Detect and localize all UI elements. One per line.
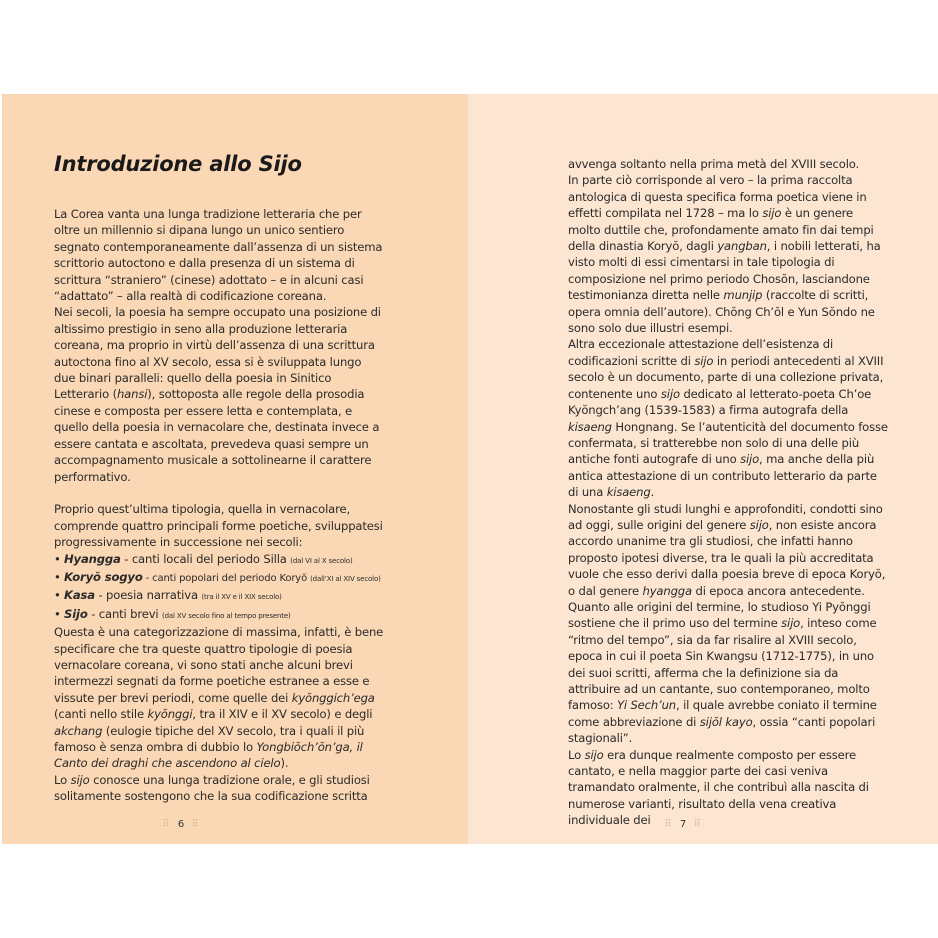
list-note: (tra il XV e il XIX secolo) (201, 593, 282, 602)
text: conosce una lunga tradizione orale, e gli studiosi solitamente sostengono che la sua codificazione scritta (54, 772, 370, 804)
term: kisaeng (568, 419, 612, 434)
text: (canti nello stile (54, 707, 148, 722)
right-page (468, 94, 938, 844)
list-desc: - canti brevi (87, 606, 163, 621)
text: (eulogie tipiche del XV secolo, tra i quali il più famoso è senza ombra di dubbio lo (54, 723, 365, 754)
text: Altra eccezionale attestazione dell’esistenza di codificazioni scritte di (568, 337, 834, 368)
list-term: Sijo (64, 606, 88, 621)
list-item (54, 551, 384, 569)
paragraph (568, 172, 888, 336)
paragraph (568, 501, 888, 599)
text: è un genere molto duttile che, profondamente amato fin dai tempi della dinastia Koryŏ, dagli (568, 206, 874, 254)
text: La Corea vanta una lunga tradizione letteraria che per oltre un millennio si dipana lungo un unico sentiero segnato contemporaneamente dall’assenza di un sistema scrittorio autoctono e dalla presenza di un sistema di scrittura “straniero” (cinese) adottato – e in alcuni casi “adattato” – alla realtà di codificazione coreana. (54, 207, 383, 304)
text: . (650, 485, 655, 500)
list-desc: - canti popolari del periodo Koryŏ (142, 572, 311, 584)
text: Lo (54, 772, 71, 787)
text: dedicato al letterato-poeta Ch’oe Kyŏngch’ang (1539-1583) a firma autografa della (568, 386, 872, 418)
text: , ma anche della più antica attestazione di un contributo letterario da parte di una (568, 452, 877, 500)
ornament-icon: ⠿ (191, 819, 200, 830)
left-page-body (54, 206, 384, 805)
text: Questa è una categorizzazione di massima, infatti, è bene specificare che tra queste quattro tipologie di poesia vernacolare coreana, vi sono stati anche alcuni brevi intermezzi segnati da forme poetiche estranee a esse e vissute per brevi periodi, come quelle dei (54, 625, 384, 705)
text: avvenga soltanto nella prima metà del XVIII secolo. (568, 157, 860, 171)
text: , non esiste ancora accordo unanime tra gli studiosi, che infatti hanno proposto ipotesi diverse, tra le quali la più accreditata vuole che esso derivi dalla poesia breve di epoca Koryŏ, o dal genere (568, 517, 886, 598)
paragraph (568, 747, 888, 829)
paragraph (568, 336, 888, 500)
term: kisaeng (606, 485, 651, 500)
term: kyŏnggi (147, 707, 193, 722)
text: di epoca ancora antecedente. (691, 583, 865, 598)
text: ). (280, 756, 289, 771)
book-spread (2, 94, 938, 844)
term: hyangga (642, 583, 692, 598)
paragraph (54, 772, 384, 805)
list-item (54, 587, 384, 605)
text: Nonostante gli studi lunghi e approfonditi, condotti sino ad oggi, sulle origini del genere (568, 501, 883, 532)
text: Proprio quest’ultima tipologia, quella in vernacolare, comprende quattro principali forme poetiche, sviluppatesi progressivamente in successione nei secoli: (54, 502, 383, 550)
paragraph (54, 206, 384, 304)
text: In parte ciò corrisponde al vero – la prima raccolta antologica di questa specifica forma poetica viene in effetti compilata nel 1728 – ma lo (568, 173, 867, 221)
text: Quanto alle origini del termine, lo studioso Yi Pyŏnggi sostiene che il primo uso del termine (568, 599, 871, 631)
term: sijo (660, 386, 680, 401)
term: hansi (116, 387, 148, 402)
text: in periodi antecedenti al XVIII secolo è un documento, parte di una collezione privata, contenente uno (568, 353, 884, 401)
term: sijo (70, 772, 90, 787)
paragraph (568, 599, 888, 747)
paragraph (54, 304, 384, 484)
text: Nei secoli, la poesia ha sempre occupato una posizione di altissimo prestigio in seno alla produzione letteraria coreana, ma proprio in virtù dell’assenza di una scrittura autoctona fino al XV secolo, essa si è sviluppata lungo due binari paralleli: quello della poesia in Sinitico Letterario ( (54, 305, 381, 402)
list-term: Koryŏ sogyo (64, 569, 143, 584)
term: Yongbiŏch’ŏn’ga, il Canto dei draghi che ascendono al cielo (54, 739, 363, 771)
paragraph (54, 501, 384, 550)
term: Yi Sech’un (617, 698, 676, 713)
page-number (0, 819, 414, 830)
term: kyŏnggich’ega (291, 690, 375, 705)
term: yangban (717, 239, 767, 254)
ornament-icon: ⠿ (162, 819, 171, 830)
term: munjip (723, 288, 763, 303)
page-number-value: 6 (177, 819, 185, 830)
right-page-body (568, 156, 888, 829)
text: Hongnang. Se l’autenticità del documento fosse confermata, si tratterebbe non solo di una delle più antiche fonti autografe di uno (568, 419, 888, 467)
list-item (54, 569, 384, 587)
list-note: (dal XV secolo fino al tempo presente) (162, 611, 291, 620)
text: , tra il XIV e il XV secolo) e degli (192, 707, 373, 722)
text: , i nobili letterati, ha visto molti di essi cimentarsi in tale tipologia di composizione nel primo periodo Chosŏn, lasciandone testimonianza diretta nelle (568, 239, 881, 303)
list-term: Hyangga (64, 551, 121, 566)
text: era dunque realmente composto per essere cantato, e nella maggior parte dei casi veniva tramandato oralmente, il che contribuì alla nascita di numerose varianti, risultato della vena creativa individuale dei (568, 747, 869, 828)
term: sijo (762, 206, 782, 221)
term: sijo (694, 353, 714, 368)
list-term: Kasa (64, 588, 95, 603)
text: Lo (568, 747, 585, 762)
text: , il quale avrebbe coniato il termine come abbreviazione di (568, 698, 877, 729)
text: ), sottoposta alle regole della prosodia cinese e composta per essere letta e contemplata, e quello della poesia in vernacolare che, destinata invece a essere cantata e ascoltata, prevedeva quasi sempre un accompagnamento musicale a sottolinearne il carattere performativo. (54, 387, 380, 484)
term: akchang (54, 723, 103, 738)
page-title: Introduzione allo Sijo (54, 152, 302, 176)
paragraph (54, 624, 384, 772)
term: sijŏl kayo (699, 714, 753, 729)
page-number (448, 819, 918, 830)
list-desc: - canti locali del periodo Silla (120, 551, 291, 566)
ornament-icon: ⠿ (664, 819, 673, 830)
term: sijo (749, 517, 769, 532)
list-desc: - poesia narrativa (94, 588, 202, 603)
term: sijo (584, 747, 604, 762)
paragraph-gap (54, 485, 384, 501)
term: sijo (781, 616, 801, 631)
page-number-value: 7 (679, 819, 687, 830)
list-item (54, 606, 384, 624)
ornament-icon: ⠿ (693, 819, 702, 830)
paragraph (568, 156, 888, 172)
text: , inteso come “ritmo del tempo”, sia da far risalire al XVIII secolo, epoca in cui il poeta Sin Kwangsu (1712-1775), in uno dei suoi scritti, afferma che la definizione sia da attribuire ad un cantante, suo contemporaneo, molto famoso: (568, 616, 877, 713)
term: sijo (740, 452, 760, 467)
list-note: (dal VI al X secolo) (290, 556, 353, 565)
text: (raccolte di scritti, opera omnia dell’autore). Chŏng Ch’ŏl e Yun Sŏndo ne sono solo due illustri esempi. (568, 288, 875, 336)
left-page (2, 94, 468, 844)
text: , ossia “canti popolari stagionali”. (568, 714, 876, 746)
list-note: (dall’XI al XIV secolo) (310, 574, 381, 583)
